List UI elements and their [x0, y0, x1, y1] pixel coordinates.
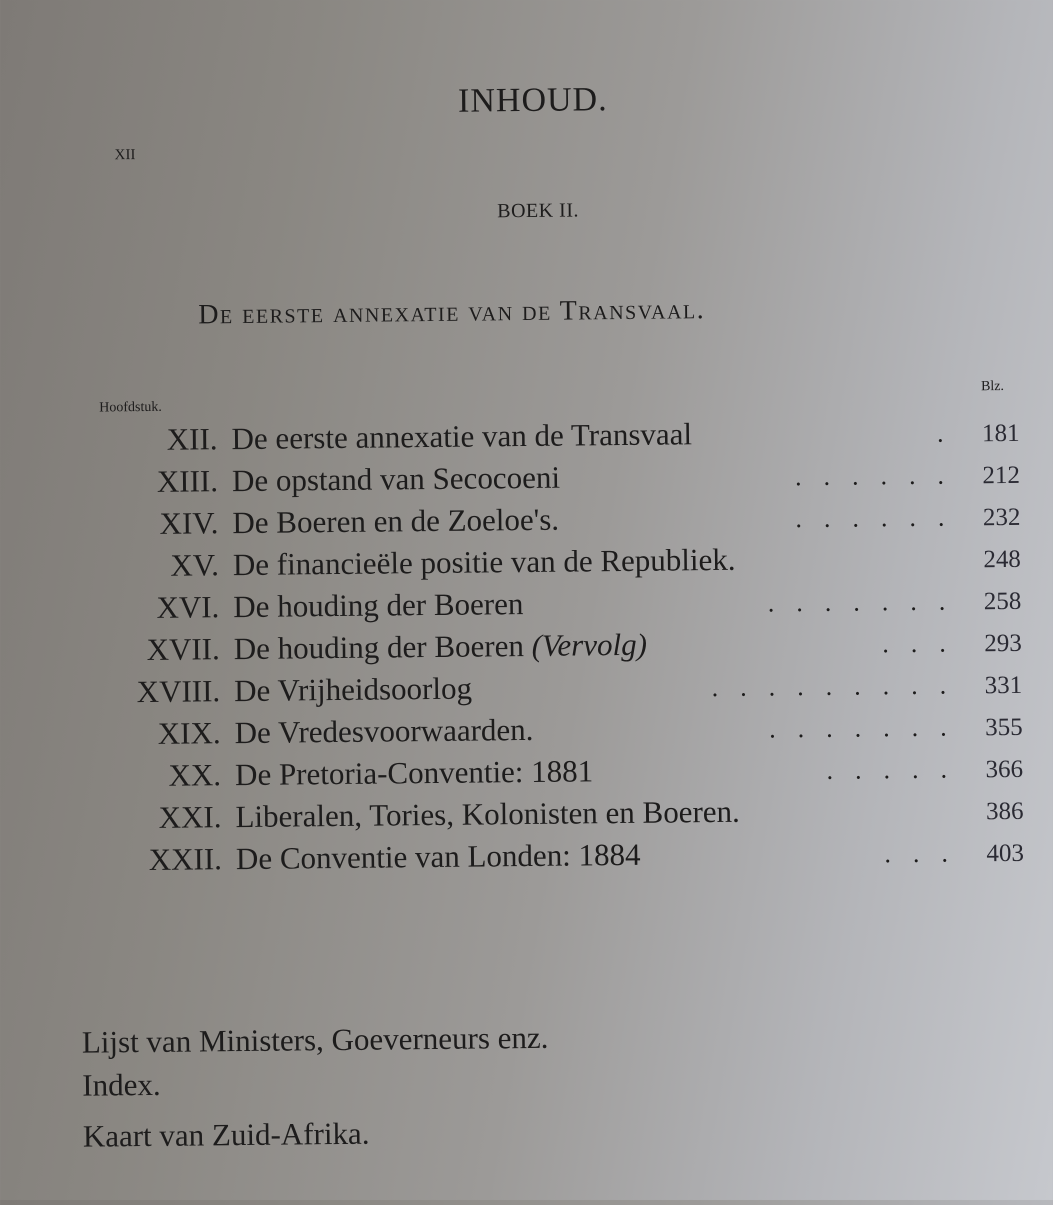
appendix-list	[82, 1016, 550, 1158]
chapter-title: De Conventie van Londen: 1884	[235, 836, 641, 877]
dot-leader: ......	[795, 502, 967, 534]
page-number: XII	[114, 147, 136, 164]
table-of-contents	[89, 413, 1024, 885]
chapter-title: De Pretoria-Conventie: 1881	[234, 753, 594, 793]
chapter-number: XVIII.	[136, 673, 221, 710]
chapter-number: XXII.	[148, 841, 223, 877]
chapter-number: XXI.	[158, 799, 222, 835]
chapter-number: XVII.	[146, 631, 220, 667]
chapter-page: 386	[985, 797, 1024, 826]
chapter-page: 181	[981, 419, 1020, 448]
page-title: INHOUD.	[457, 81, 608, 120]
chapter-number: XX.	[168, 757, 222, 793]
chapter-title: De Vredesvoorwaarden.	[234, 711, 534, 751]
chapter-page: 258	[983, 587, 1022, 616]
dot-leader: ......	[794, 460, 967, 492]
dot-leader	[740, 819, 970, 821]
page-column-header: Blz.	[980, 378, 1005, 395]
chapter-number: XVI.	[156, 589, 220, 625]
chapter-title: De houding der Boeren	[233, 586, 524, 625]
chapter-page: 248	[983, 545, 1021, 574]
chapter-number: XII.	[166, 421, 218, 457]
chapter-title-italic: (Vervolg)	[531, 626, 648, 663]
chapter-number: XV.	[170, 547, 220, 583]
chapter-title: De Vrijheidsoorlog	[234, 670, 473, 709]
dot-leader	[736, 567, 967, 569]
chapter-column-header: Hoofdstuk.	[99, 399, 162, 416]
chapter-page: 403	[986, 839, 1025, 868]
chapter-title	[234, 627, 648, 667]
chapter-number: XIX.	[157, 715, 221, 751]
toc-row	[94, 833, 1024, 885]
dot-leader: .........	[711, 670, 969, 703]
appendix-item: Lijst van Ministers, Goeverneurs enz.	[81, 1019, 549, 1060]
dot-leader: .......	[767, 586, 968, 618]
dot-leader: ...	[884, 838, 971, 869]
book-subtitle: De eerste annexatie van de Transvaal.	[198, 294, 706, 331]
book-heading: BOEK II.	[497, 199, 580, 223]
chapter-title: De eerste annexatie van de Transvaal	[231, 416, 693, 457]
chapter-number: XIV.	[159, 505, 219, 541]
dot-leader: ...	[882, 628, 968, 659]
chapter-title: De financieële positie van de Republiek.	[232, 541, 736, 583]
appendix-item: Index.	[82, 1066, 161, 1103]
chapter-page: 331	[984, 671, 1023, 700]
chapter-page: 355	[984, 713, 1023, 742]
chapter-page: 293	[984, 629, 1022, 658]
chapter-number: XIII.	[156, 463, 219, 499]
chapter-page: 212	[982, 461, 1021, 490]
chapter-title-text: De houding der Boeren	[233, 627, 532, 667]
chapter-title: De opstand van Secocoeni	[231, 459, 561, 499]
chapter-title: Liberalen, Tories, Kolonisten en Boeren.	[235, 793, 740, 835]
chapter-page: 366	[985, 755, 1024, 784]
dot-leader: .	[936, 418, 966, 448]
dot-leader: .....	[826, 754, 970, 785]
appendix-item: Kaart van Zuid-Afrika.	[82, 1115, 370, 1154]
chapter-page: 232	[982, 503, 1021, 532]
chapter-title: De Boeren en de Zoeloe's.	[232, 501, 560, 541]
dot-leader: .......	[768, 712, 969, 744]
